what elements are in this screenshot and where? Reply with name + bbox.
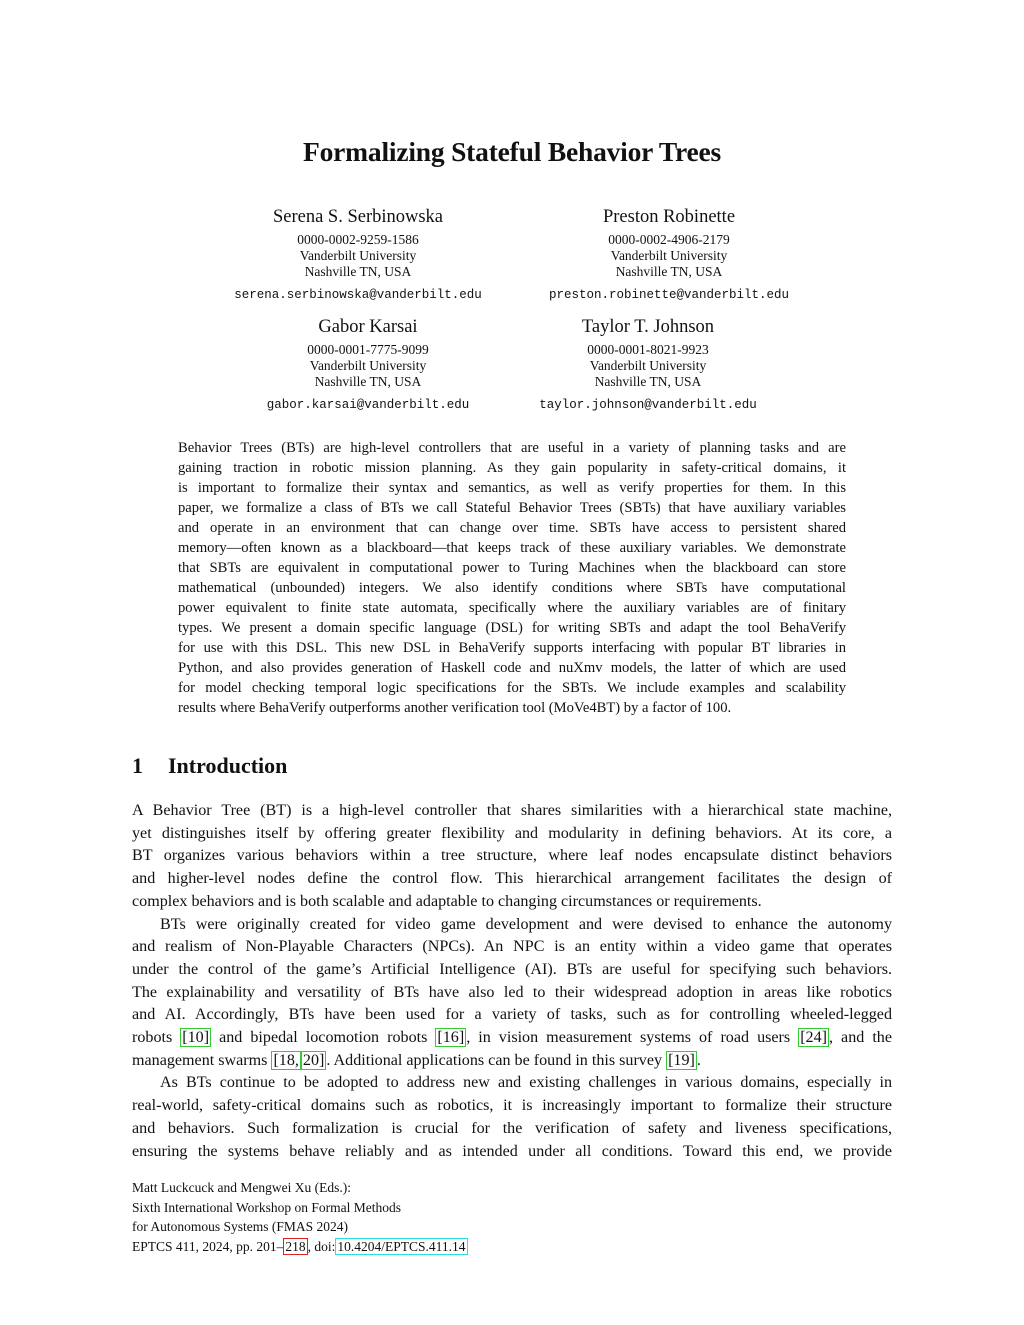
body-line: The explainability and versatility of BTs have also led to their widespread adoption in areas like robotics xyxy=(132,983,892,1001)
author-name: Preston Robinette xyxy=(602,207,736,227)
text-run: robots xyxy=(132,1029,173,1047)
text-run: . xyxy=(696,1051,701,1069)
author-email[interactable]: taylor.johnson@vanderbilt.edu xyxy=(539,398,757,412)
body-line: and higher-level nodes define the control flow. This hierarchical arrangement facilitates the design of xyxy=(132,870,892,888)
introduction-body xyxy=(132,800,892,1163)
author-location: Nashville TN, USA xyxy=(304,264,412,279)
author-orcid: 0000-0002-4906-2179 xyxy=(608,232,730,247)
author-affiliation: Vanderbilt University xyxy=(589,358,707,373)
body-line: and realism of Non-Playable Characters (NPCs). An NPC is an entity within a video game that operates xyxy=(132,938,892,956)
author-email[interactable]: serena.serbinowska@vanderbilt.edu xyxy=(234,288,482,302)
author-block xyxy=(498,316,798,413)
author-name: Taylor T. Johnson xyxy=(581,317,715,337)
author-affiliation: Vanderbilt University xyxy=(610,248,728,263)
author-block xyxy=(208,206,508,303)
text-run: , in vision measurement systems of road users xyxy=(466,1029,799,1047)
author-name: Gabor Karsai xyxy=(318,317,418,337)
section-heading xyxy=(132,753,287,779)
last-page-link[interactable]: 218 xyxy=(285,1238,306,1254)
abstract xyxy=(178,438,846,718)
abstract-line: that SBTs are equivalent in computational power to Turing Machines when the blackboard can store xyxy=(178,560,846,576)
body-line: ensuring the systems behave reliably and as intended under all conditions. Toward this end, we provide xyxy=(132,1142,892,1160)
citation-link[interactable]: [19] xyxy=(668,1051,695,1069)
author-orcid: 0000-0002-9259-1586 xyxy=(297,232,419,247)
footer-editors: Matt Luckcuck and Mengwei Xu (Eds.): xyxy=(132,1180,351,1195)
section-title: Introduction xyxy=(168,753,288,778)
abstract-line: gaining traction in robotic mission planning. As they gain popularity in safety-critical domains, it xyxy=(178,460,846,476)
body-line xyxy=(132,1050,892,1073)
paper-title: Formalizing Stateful Behavior Trees xyxy=(303,136,721,167)
footer-series: EPTCS 411, 2024, pp. 201– xyxy=(132,1238,284,1254)
author-email[interactable]: preston.robinette@vanderbilt.edu xyxy=(548,288,790,302)
body-line: A Behavior Tree (BT) is a high-level controller that shares similarities with a hierarchical state machine, xyxy=(132,802,892,819)
author-location: Nashville TN, USA xyxy=(314,374,422,389)
body-line: real-world, safety-critical domains such as robotics, it is increasingly important to formalize their structure xyxy=(132,1097,892,1115)
author-affiliation: Vanderbilt University xyxy=(299,248,417,263)
body-line: and AI. Accordingly, BTs have been used for a variety of tasks, such as for controlling wheeled-legged xyxy=(132,1006,892,1024)
body-line: and behaviors. Such formalization is crucial for the verification of safety and liveness specifications, xyxy=(132,1119,892,1137)
abstract-line: mathematical (unbounded) integers. We also identify conditions where SBTs have computational xyxy=(178,580,846,596)
author-orcid: 0000-0001-7775-9099 xyxy=(307,342,429,357)
abstract-line: for model checking temporal logic specifications for the SBTs. We include examples and scalability xyxy=(178,680,846,696)
body-line: As BTs continue to be adopted to address new and existing challenges in various domains, especially in xyxy=(160,1074,892,1092)
abstract-line: Python, and also provides generation of Haskell code and nuXmv models, the latter of which are used xyxy=(178,660,846,676)
author-affiliation: Vanderbilt University xyxy=(309,358,427,373)
footer-series-line xyxy=(132,1237,468,1257)
abstract-line: types. We present a domain specific language (DSL) for writing SBTs and adapt the tool BehaVerify xyxy=(178,620,846,636)
abstract-line: paper, we formalize a class of BTs we call Stateful Behavior Trees (SBTs) that have auxiliary variables xyxy=(178,500,846,516)
author-email[interactable]: gabor.karsai@vanderbilt.edu xyxy=(266,398,470,412)
body-line: yet distinguishes itself by offering greater flexibility and modularity in defining behaviors. At its core, a xyxy=(132,824,892,842)
section-number: 1 xyxy=(132,753,143,778)
abstract-line: and operate in an environment that can change over time. SBTs have access to persistent shared xyxy=(178,520,846,536)
author-name: Serena S. Serbinowska xyxy=(272,207,444,227)
author-location: Nashville TN, USA xyxy=(594,374,702,389)
text-run: , and the xyxy=(829,1029,892,1047)
abstract-line: power equivalent to finite state automata, specifically where the auxiliary variables are of finitary xyxy=(178,600,846,616)
author-location: Nashville TN, USA xyxy=(615,264,723,279)
abstract-line: memory—often known as a blackboard—that keeps track of these auxiliary variables. We demonstrate xyxy=(178,540,846,556)
footer-workshop-line2: for Autonomous Systems (FMAS 2024) xyxy=(132,1219,349,1234)
footer-publication-info xyxy=(132,1178,468,1256)
text-run: and bipedal locomotion robots xyxy=(211,1029,436,1047)
citation-link[interactable]: [24] xyxy=(800,1029,827,1047)
body-line xyxy=(132,1027,892,1050)
doi-link[interactable]: 10.4204/EPTCS.411.14 xyxy=(337,1238,466,1254)
body-line: complex behaviors and is both scalable and adaptable to changing circumstances or requirements. xyxy=(132,892,762,910)
author-block xyxy=(218,316,518,413)
abstract-line: results where BehaVerify outperforms another verification tool (MoVe4BT) by a factor of 100. xyxy=(178,700,732,716)
abstract-line: Behavior Trees (BTs) are high-level controllers that are useful in a variety of planning tasks and are xyxy=(178,440,846,456)
footer-workshop: Sixth International Workshop on Formal Methods xyxy=(132,1199,402,1215)
citation-link[interactable]: [16] xyxy=(437,1029,465,1047)
footer-doi-prefix: , doi: xyxy=(307,1238,336,1254)
body-line: under the control of the game’s Artificial Intelligence (AI). BTs are useful for specifying such behaviors. xyxy=(132,960,892,978)
body-line: BT organizes various behaviors within a tree structure, where leaf nodes encapsulate distinct behaviors xyxy=(132,847,892,865)
citation-link[interactable]: [10] xyxy=(182,1029,210,1047)
text-run: management swarms xyxy=(132,1051,272,1069)
citation-link[interactable]: [18, xyxy=(273,1051,299,1069)
abstract-line: for use with this DSL. This new DSL in BehaVerify supports interfacing with popular BT libraries in xyxy=(178,640,846,656)
body-line: BTs were originally created for video game development and were devised to enhance the autonomy xyxy=(160,915,892,933)
text-run: . Additional applications can be found in this survey xyxy=(326,1051,667,1069)
citation-link[interactable]: 20] xyxy=(302,1051,325,1069)
author-orcid: 0000-0001-8021-9923 xyxy=(587,342,709,357)
author-block xyxy=(519,206,819,303)
abstract-line: is important to formalize their syntax and semantics, as well as verify properties for them. In this xyxy=(178,480,846,496)
